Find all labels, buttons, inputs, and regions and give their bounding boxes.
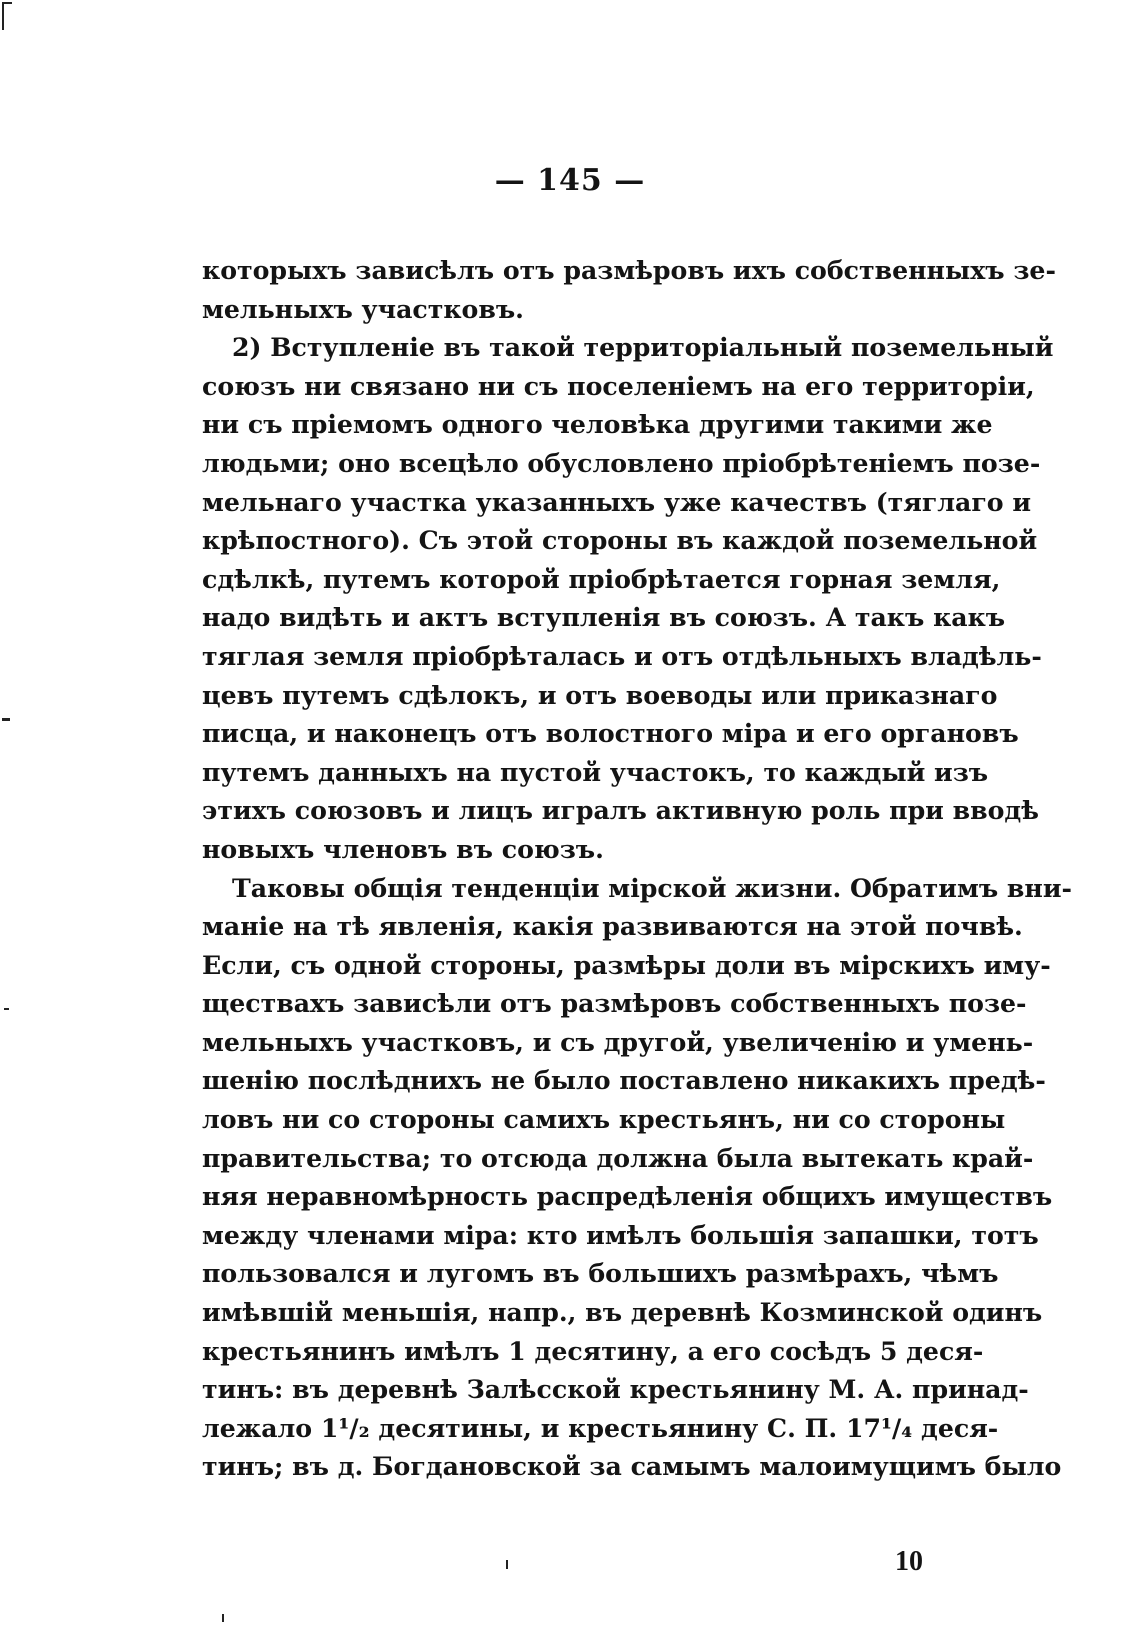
text-line: ловъ ни со стороны самихъ крестьянъ, ни со стороны (202, 1104, 1006, 1135)
signature-mark: 10 (895, 1546, 923, 1577)
text-line: 2) Вступленіе въ такой территоріальный поземельный (232, 332, 1054, 363)
text-line: тинъ; въ д. Богдановской за самымъ малоимущимъ было (202, 1451, 1062, 1482)
text-line: пользовался и лугомъ въ большихъ размѣрахъ, чѣмъ (202, 1258, 999, 1289)
text-line: путемъ данныхъ на пустой участокъ, то каждый изъ (202, 756, 989, 787)
text-line: Таковы общія тенденціи мірской жизни. Обратимъ вни- (232, 872, 1072, 903)
text-line: писца, и наконецъ отъ волостного міра и его органовъ (202, 718, 1019, 749)
text-line: людьми; оно всецѣло обусловлено пріобрѣтеніемъ позе- (202, 447, 1041, 478)
scan-mark (506, 1560, 508, 1569)
text-line: крѣпостного). Съ этой стороны въ каждой поземельной (202, 525, 1038, 556)
text-line: мельныхъ участковъ. (202, 293, 524, 324)
text-line: новыхъ членовъ въ союзъ. (202, 833, 604, 864)
text-line: ществахъ зависѣли отъ размѣровъ собственныхъ позе- (202, 988, 1027, 1019)
text-line: няя неравномѣрность распредѣленія общихъ имуществъ (202, 1181, 1053, 1212)
text-line: Если, съ одной стороны, размѣры доли въ мірскихъ иму- (202, 949, 1051, 980)
text-line: маніе на тѣ явленія, какія развиваются на этой почвѣ. (202, 911, 1023, 942)
text-line: цевъ путемъ сдѣлокъ, и отъ воеводы или приказнаго (202, 679, 998, 710)
text-line: лежало 1¹/₂ десятины, и крестьянину С. П. 17¹/₄ деся- (202, 1412, 999, 1443)
scan-mark (4, 1008, 9, 1010)
text-line: этихъ союзовъ и лицъ игралъ активную роль при вводѣ (202, 795, 1039, 826)
text-line: которыхъ зависѣлъ отъ размѣровъ ихъ собственныхъ зе- (202, 255, 1056, 285)
text-line: имѣвшій меньшія, напр., въ деревнѣ Козминской одинъ (202, 1297, 1043, 1328)
text-line: надо видѣть и актъ вступленія въ союзъ. А такъ какъ (202, 602, 1006, 633)
text-line: между членами міра: кто имѣлъ большія запашки, тотъ (202, 1219, 1039, 1250)
text-line: мельнаго участка указанныхъ уже качествъ (тяглаго и (202, 486, 1032, 517)
scan-mark (222, 1614, 224, 1622)
text-line: сдѣлкѣ, путемъ которой пріобрѣтается горная земля, (202, 563, 1001, 594)
text-line: тинъ: въ деревнѣ Залѣсской крестьянину М. А. принад- (202, 1374, 1029, 1405)
text-line: крестьянинъ имѣлъ 1 десятину, а его сосѣдъ 5 деся- (202, 1335, 984, 1366)
text-line: ни съ пріемомъ одного человѣка другими такими же (202, 409, 993, 440)
scan-mark (2, 2, 12, 4)
text-line: тяглая земля пріобрѣталась и отъ отдѣльныхъ владѣль- (202, 640, 1042, 671)
scan-mark (2, 718, 10, 721)
text-line: союзъ ни связано ни съ поселеніемъ на его территоріи, (202, 370, 1035, 401)
body-text (202, 251, 1072, 1486)
page-number: — 145 — (494, 163, 646, 198)
text-line: шенію послѣднихъ не было поставлено никакихъ предѣ- (202, 1065, 1046, 1096)
text-line: правительства; то отсюда должна была вытекать край- (202, 1142, 1034, 1173)
scan-mark (2, 2, 4, 30)
text-line: мельныхъ участковъ, и съ другой, увеличенію и умень- (202, 1026, 1034, 1057)
